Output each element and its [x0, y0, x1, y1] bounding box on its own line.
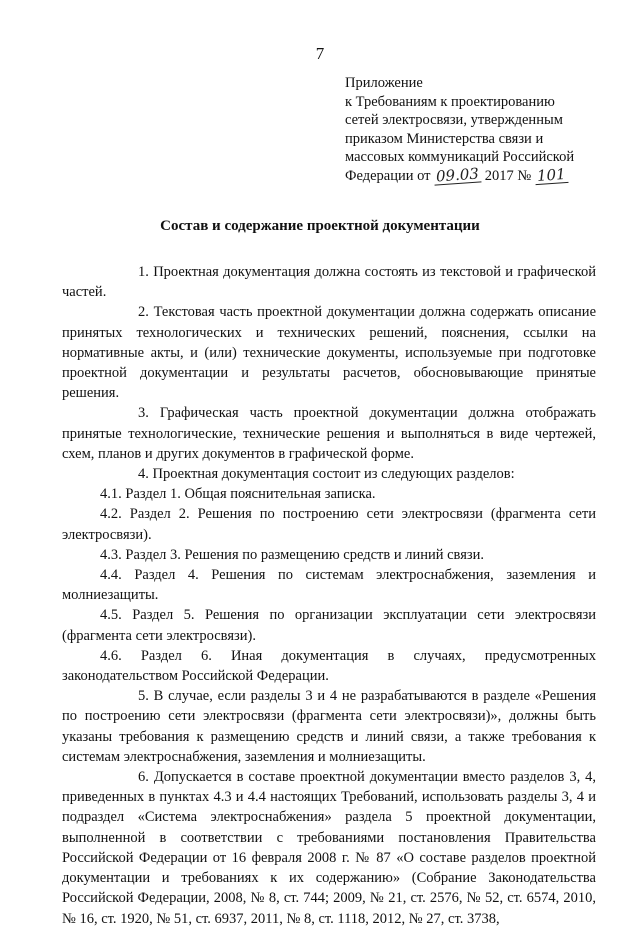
- paragraph-text: Проектная документация должна состоять из текстовой и графической частей.: [62, 264, 596, 301]
- paragraph-number: 4.3.: [100, 546, 122, 563]
- handwritten-order-number: 101: [536, 164, 566, 185]
- subparagraph: [62, 545, 596, 565]
- document-title: Состав и содержание проектной документации: [160, 218, 480, 234]
- appendix-line: приказом Министерства связи и: [345, 130, 544, 147]
- appendix-line-prefix: Федерации от: [345, 167, 431, 184]
- paragraph-text: Проектная документация состоит из следующих разделов:: [152, 466, 515, 483]
- paragraph-number: 4.6.: [100, 647, 122, 664]
- paragraph-text: Текстовая часть проектной документации должна содержать описание принятых технологических и технических решений, пояснения, ссылки на нормативные акты, и (или) технические документы, используемые при подготовке проектной документации и результаты расчетов, обосновывающие принятые решения.: [62, 304, 596, 402]
- paragraph-text: Раздел 6. Иная документация в случаях, предусмотренных законодательством Российской Федерации.: [62, 647, 597, 685]
- paragraph: [62, 686, 596, 767]
- appendix-year: 2017: [484, 167, 514, 184]
- paragraph-number: 3.: [138, 405, 149, 422]
- subparagraph: [62, 504, 596, 544]
- paragraph: [62, 302, 596, 403]
- paragraph-number: 5.: [138, 688, 149, 705]
- subparagraph: [62, 605, 596, 645]
- paragraph-text: Раздел 3. Решения по размещению средств и линий связи.: [125, 546, 484, 563]
- subparagraph: [62, 565, 596, 605]
- appendix-line: к Требованиям к проектированию: [345, 93, 555, 110]
- paragraph-text: Раздел 4. Решения по системам электроснабжения, заземления и молниезащиты.: [62, 567, 596, 604]
- paragraph-text: Графическая часть проектной документации должна отображать принятые технологические, технические решения и выполняться в виде чертежей, схем, планов и других документов в графической форме.: [62, 405, 596, 462]
- appendix-header: [345, 74, 605, 186]
- paragraph-number: 4.1.: [100, 486, 122, 503]
- paragraph-number: 4.4.: [100, 567, 122, 584]
- document-body: [62, 262, 596, 929]
- paragraph-number: 1.: [138, 264, 149, 280]
- appendix-line: массовых коммуникаций Российской: [345, 149, 575, 166]
- paragraph: [62, 767, 596, 929]
- paragraph-text: Раздел 2. Решения по построению сети электросвязи (фрагмента сети электросвязи).: [62, 506, 597, 543]
- paragraph-number: 2.: [138, 304, 149, 321]
- paragraph: [62, 262, 596, 302]
- paragraph-number: 4.5.: [100, 607, 122, 624]
- paragraph-text: Раздел 5. Решения по организации эксплуатации сети электросвязи (фрагмента сети электросвязи).: [62, 607, 596, 644]
- paragraph-text: Допускается в составе проектной документации вместо разделов 3, 4, приведенных в пунктах 4.3 и 4.4 настоящих Требований, использовать разделы 3, 4 и подраздел «Система электроснабжения» раздела 5 проектной документации, выполненной в соответствии с требованиями постановления Правительства Российской Федерации от 16 февраля 2008 г. № 87 «О составе разделов проектной документации и требованиях к их содержанию» (Собрание Законодательства Российской Федерации, 2008, № 8, ст. 744; 2009, № 21, ст. 2576, № 52, ст. 6574, 2010, № 16, ст. 1920, № 51, ст. 6937, 2011, № 8, ст. 1118, 2012, № 27, ст. 3738,: [62, 769, 597, 927]
- appendix-line: сетей электросвязи, утвержденным: [345, 112, 563, 129]
- subparagraph: [62, 484, 596, 504]
- paragraph: [62, 464, 596, 484]
- paragraph-number: 4.2.: [100, 506, 122, 523]
- paragraph-text: Раздел 1. Общая пояснительная записка.: [125, 486, 376, 503]
- paragraph-number: 6.: [138, 769, 149, 786]
- subparagraph: [62, 646, 596, 686]
- paragraph-text: В случае, если разделы 3 и 4 не разрабатываются в разделе «Решения по построению сети электросвязи (фрагмента сети электросвязи)», должны быть указаны требования к размещению средств и линий связи, а также требования к системам электроснабжения, заземления и молниезащиты.: [62, 688, 597, 765]
- paragraph-number: 4.: [138, 466, 149, 483]
- handwritten-date: 09.03: [435, 164, 480, 186]
- appendix-line: Приложение: [345, 75, 423, 91]
- paragraph: [62, 403, 596, 464]
- page-number: 7: [315, 44, 325, 63]
- number-sign: №: [517, 167, 532, 184]
- appendix-date-line: [345, 164, 605, 186]
